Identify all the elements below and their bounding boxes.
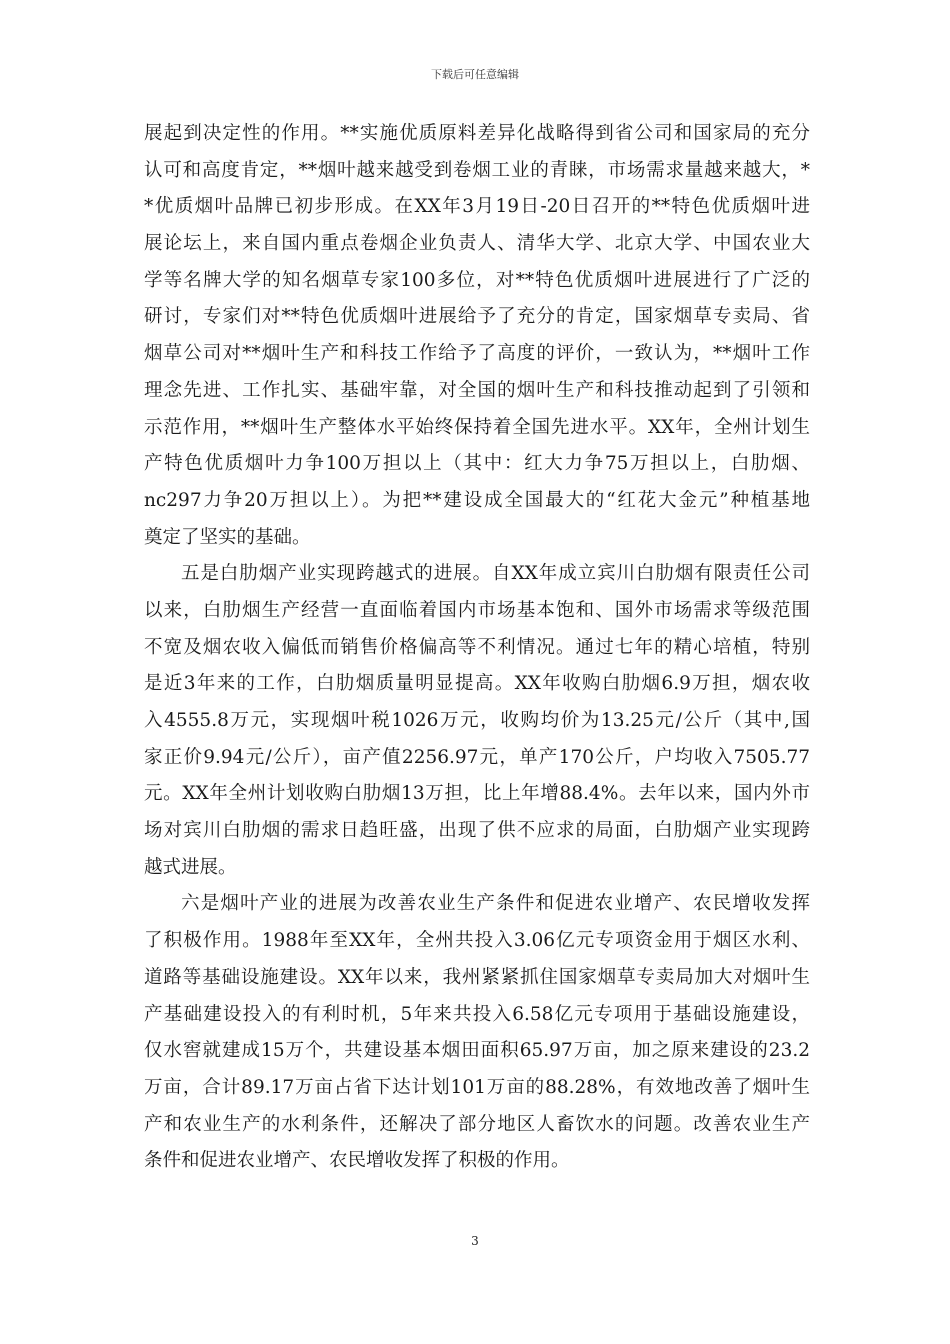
paragraph-3 — [144, 886, 810, 1180]
text-line: 场对宾川白肋烟的需求日趋旺盛，出现了供不应求的局面，白肋烟产业实现跨 — [144, 820, 810, 842]
text-line: 示范作用，**烟叶生产整体水平始终保持着全国先进水平。XX年，全州计划生 — [144, 416, 810, 438]
text-line: 学等名牌大学的知名烟草专家100多位，对**特色优质烟叶进展进行了广泛的 — [144, 269, 810, 291]
text-line: 家正价9.94元/公斤），亩产值2256.97元，单产170公斤，户均收入7505.77 — [144, 746, 810, 768]
text-line: 了积极作用。1988年至XX年，全州共投入3.06亿元专项资金用于烟区水利、 — [144, 930, 810, 952]
text-line: 产基础建设投入的有利时机，5年来共投入6.58亿元专项用于基础设施建设， — [144, 1003, 810, 1025]
paragraph-2 — [144, 556, 810, 886]
text-line: 道路等基础设施建设。XX年以来，我州紧紧抓住国家烟草专卖局加大对烟叶生 — [144, 966, 810, 988]
text-line: 认可和高度肯定，**烟叶越来越受到卷烟工业的青睐，市场需求量越来越大，* — [144, 159, 810, 181]
text-line: 烟草公司对**烟叶生产和科技工作给予了高度的评价，一致认为，**烟叶工作 — [144, 343, 810, 365]
text-line: *优质烟叶品牌已初步形成。在XX年3月19日-20日召开的**特色优质烟叶进 — [144, 196, 810, 218]
text-line: 条件和促进农业增产、农民增收发挥了积极的作用。 — [144, 1150, 570, 1172]
page-number: 3 — [471, 1234, 479, 1248]
text-line: nc297力争20万担以上）。为把**建设成全国最大的“红花大金元”种植基地 — [144, 489, 810, 511]
text-line: 六是烟叶产业的进展为改善农业生产条件和促进农业增产、农民增收发挥 — [181, 893, 810, 915]
text-line: 越式进展。 — [144, 856, 237, 878]
text-line: 是近3年来的工作，白肋烟质量明显提高。XX年收购白肋烟6.9万担，烟农收 — [144, 673, 810, 695]
text-line: 产特色优质烟叶力争100万担以上（其中：红大力争75万担以上，白肋烟、 — [144, 453, 810, 475]
paragraph-1 — [144, 116, 810, 556]
page-header: 下载后可任意编辑 — [431, 68, 519, 81]
text-line: 产和农业生产的水利条件，还解决了部分地区人畜饮水的问题。改善农业生产 — [144, 1113, 810, 1135]
text-line: 入4555.8万元，实现烟叶税1026万元，收购均价为13.25元/公斤（其中,国 — [144, 710, 810, 731]
document-body — [144, 116, 810, 1180]
text-line: 元。XX年全州计划收购白肋烟13万担，比上年增88.4%。去年以来，国内外市 — [144, 783, 810, 805]
text-line: 五是白肋烟产业实现跨越式的进展。自XX年成立宾川白肋烟有限责任公司 — [181, 563, 810, 585]
text-line: 不宽及烟农收入偏低而销售价格偏高等不利情况。通过七年的精心培植，特别 — [144, 636, 810, 658]
text-line: 万亩，合计89.17万亩占省下达计划101万亩的88.28%，有效地改善了烟叶生 — [144, 1076, 810, 1098]
text-line: 仅水窖就建成15万个，共建设基本烟田面积65.97万亩，加之原来建设的23.2 — [144, 1040, 810, 1062]
text-line: 理念先进、工作扎实、基础牢靠，对全国的烟叶生产和科技推动起到了引领和 — [144, 379, 810, 401]
text-line: 展论坛上，来自国内重点卷烟企业负责人、清华大学、北京大学、中国农业大 — [144, 233, 810, 255]
text-line: 奠定了坚实的基础。 — [144, 526, 311, 548]
text-line: 展起到决定性的作用。**实施优质原料差异化战略得到省公司和国家局的充分 — [144, 123, 810, 144]
text-line: 以来，白肋烟生产经营一直面临着国内市场基本饱和、国外市场需求等级范围 — [144, 599, 810, 621]
text-line: 研讨，专家们对**特色优质烟叶进展给予了充分的肯定，国家烟草专卖局、省 — [144, 306, 810, 328]
